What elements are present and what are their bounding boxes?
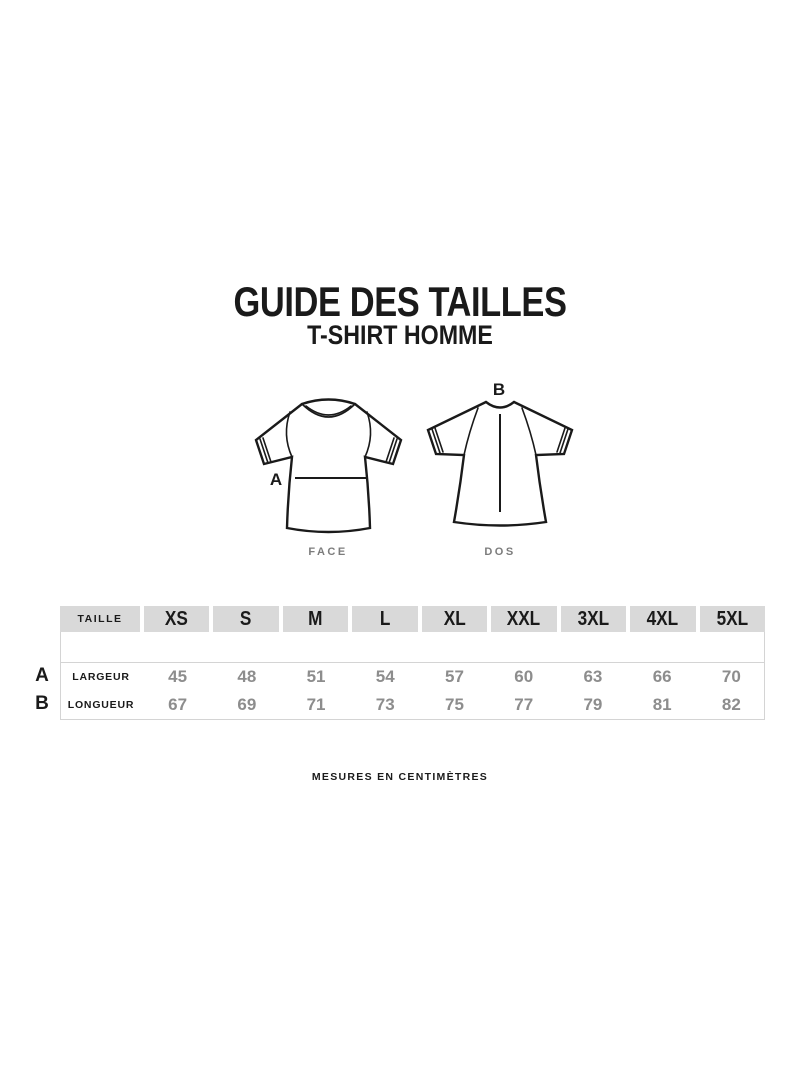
header-cell-taille: TAILLE (60, 606, 140, 632)
header-cell-xl (422, 606, 487, 632)
header-cell-5xl (700, 606, 765, 632)
longueur-xxl: 77 (514, 695, 534, 714)
longueur-4xl: 81 (652, 695, 672, 714)
largeur-xs: 45 (168, 667, 188, 686)
size-table-body (60, 662, 765, 720)
largeur-l: 54 (375, 667, 395, 686)
longueur-xs: 67 (168, 695, 188, 714)
marker-a: A (269, 470, 283, 489)
size-l: L (379, 607, 391, 630)
size-table (60, 606, 765, 720)
front-body-outline (256, 404, 401, 532)
size-3xl: 3XL (577, 607, 610, 630)
marker-b: B (492, 380, 506, 399)
header-cell-xxl (491, 606, 556, 632)
front-armhole-left (286, 412, 292, 457)
table-spacer-row (60, 632, 765, 662)
front-collar-top (302, 400, 355, 405)
header-cell-s (213, 606, 278, 632)
largeur-5xl: 70 (721, 667, 741, 686)
size-4xl: 4XL (647, 607, 679, 630)
largeur-xxl: 60 (514, 667, 534, 686)
front-armhole-right (365, 412, 371, 457)
longueur-5xl: 82 (721, 695, 741, 714)
size-table-header (60, 606, 765, 632)
table-row (61, 691, 764, 719)
largeur-s: 48 (237, 667, 257, 686)
back-view-label: DOS (484, 546, 516, 558)
longueur-l: 73 (375, 695, 395, 714)
page-subtitle-text: T-SHIRT HOMME (307, 320, 493, 350)
page-title (0, 278, 800, 325)
header-cell-l (352, 606, 417, 632)
front-view-label: FACE (308, 546, 348, 558)
longueur-3xl: 79 (583, 695, 603, 714)
size-xxl: XXL (507, 607, 541, 630)
size-xs: XS (165, 607, 189, 630)
row-label-longueur: LONGUEUR (67, 699, 135, 711)
size-5xl: 5XL (716, 607, 749, 630)
page-title-text: GUIDE DES TAILLES (233, 278, 567, 325)
row-marker-a: A (35, 665, 49, 686)
longueur-m: 71 (306, 695, 326, 714)
size-xl: XL (443, 607, 466, 630)
table-row (61, 663, 764, 691)
back-collar (486, 402, 514, 408)
header-cell-m (283, 606, 348, 632)
units-note: MESURES EN CENTIMÈTRES (311, 771, 489, 783)
largeur-3xl: 63 (583, 667, 603, 686)
largeur-xl: 57 (445, 667, 464, 686)
header-cell-xs (144, 606, 209, 632)
header-cell-4xl (630, 606, 695, 632)
largeur-m: 51 (306, 667, 326, 686)
page-subtitle (0, 322, 800, 349)
header-cell-3xl (561, 606, 626, 632)
tshirt-front-diagram (230, 388, 410, 538)
back-armhole-right (522, 408, 536, 455)
longueur-s: 69 (237, 695, 257, 714)
largeur-4xl: 66 (652, 667, 672, 686)
tshirt-front-drawing (230, 388, 410, 538)
tshirt-back-drawing (412, 376, 592, 536)
back-armhole-left (464, 408, 478, 455)
row-label-largeur: LARGEUR (72, 671, 130, 683)
tshirt-back-diagram (412, 376, 592, 536)
size-m: M (308, 607, 323, 630)
size-s: S (240, 607, 252, 630)
row-marker-b: B (35, 693, 49, 714)
longueur-xl: 75 (445, 695, 464, 714)
front-collar-band-inner (306, 406, 351, 415)
